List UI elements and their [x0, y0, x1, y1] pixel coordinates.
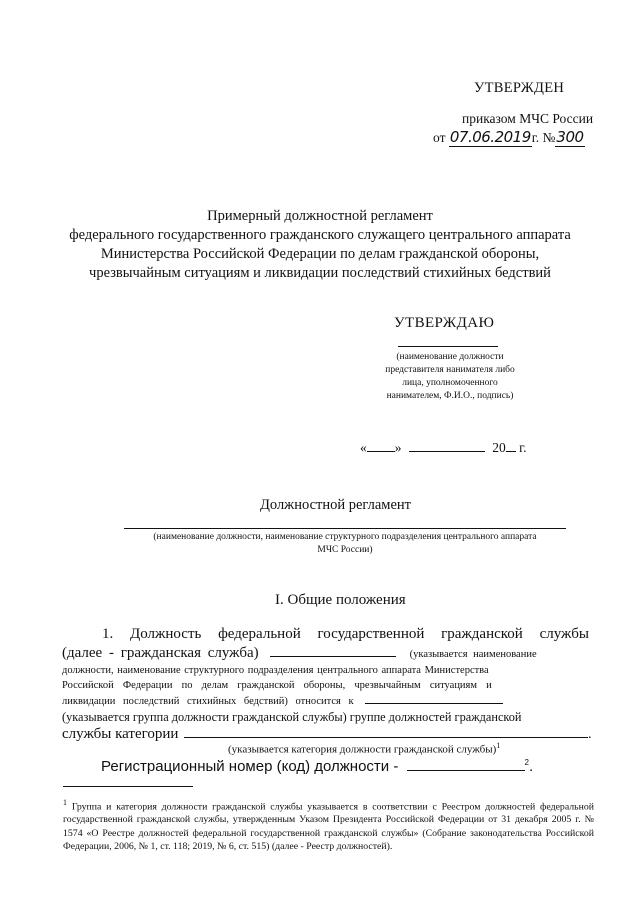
para-text: службы категории — [62, 726, 179, 742]
para-text: (далее - гражданская служба) — [62, 645, 259, 661]
category-caption — [228, 741, 500, 756]
doc-title-line: Примерный должностной регламент — [207, 208, 433, 224]
order-date: 07.06.2019 — [449, 128, 531, 146]
year-blank — [506, 440, 516, 452]
regulation-fill-line — [124, 528, 566, 529]
reg-number-label: Регистрационный номер (код) должности - — [101, 758, 399, 775]
signature-line — [398, 346, 498, 347]
approve-date-line — [360, 440, 527, 456]
para-note: (указывается категория должности гражданской службы) — [228, 743, 497, 756]
day-blank — [367, 440, 395, 452]
year-number-label: г. № — [531, 130, 556, 145]
doc-title — [40, 207, 600, 283]
footnote — [63, 796, 594, 853]
year-prefix: 20 — [492, 440, 506, 455]
caption-line: МЧС России) — [317, 545, 373, 555]
para-line — [101, 758, 533, 775]
section-heading: I. Общие положения — [275, 592, 406, 608]
doc-title-line: федерального государственного гражданского служащего центрального аппарата — [69, 227, 571, 243]
approved-date-number — [433, 128, 585, 146]
group-blank — [365, 692, 503, 704]
category-blank — [184, 726, 588, 738]
para-line: Российской Федерации по делам гражданской обороны, чрезвычайным ситуациям и — [62, 680, 492, 691]
para-note: (указывается наименование — [409, 649, 537, 660]
reg-number-blank — [407, 759, 525, 771]
footnote-text: Группа и категория должности гражданской службы указывается в соответствии с Реестром должностей федеральной государственной гражданской службы, утвержденным Указом Президента Российской Федерации от 31 декабря 2005 г. № 1574 «О Реестре должностей федеральной государственной гражданской службы» (Собрание законодательства Российской Федерации, 2006, № 1, ст. 118; 2019, № 6, ст. 515) (далее - Реестр должностей). — [63, 801, 595, 852]
para-line — [62, 709, 594, 726]
para-line — [62, 692, 594, 710]
regulation-title: Должностной регламент — [260, 497, 412, 513]
quote-open: « — [360, 440, 367, 455]
para-line: 1. Должность федеральной государственной гражданской службы — [102, 626, 589, 642]
caption-line: представителя нанимателя либо — [385, 365, 515, 375]
para-text: . — [528, 758, 534, 775]
quote-close: » — [394, 440, 402, 455]
para-note: (указывается группа должности гражданской службы) группе должностей гражданской — [62, 710, 522, 724]
para-line — [62, 645, 594, 663]
para-note: ликвидации последствий стихийных бедствий) относится к — [62, 696, 354, 707]
footnote-ref: 2 — [524, 758, 529, 767]
month-blank — [409, 440, 485, 452]
regulation-caption — [110, 531, 580, 557]
caption-line: лица, уполномоченного — [402, 378, 498, 388]
footnote-rule — [63, 786, 193, 787]
caption-line: (наименование должности — [396, 352, 504, 362]
order-number: 300 — [556, 128, 584, 146]
position-blank — [270, 645, 396, 657]
caption-line: нанимателем, Ф.И.О., подпись) — [386, 391, 514, 401]
approved-by-order: приказом МЧС России — [462, 111, 594, 126]
year-suffix: г. — [519, 440, 527, 455]
from-prefix: от — [433, 130, 446, 145]
doc-title-line: Министерства Российской Федерации по делам гражданской обороны, — [100, 246, 540, 262]
approved-heading: УТВЕРЖДЕН — [474, 80, 565, 96]
footnote-ref: 1 — [496, 741, 501, 750]
approve-heading: УТВЕРЖДАЮ — [394, 315, 495, 331]
footnote-mark: 1 — [63, 798, 67, 807]
approve-caption — [360, 351, 540, 403]
doc-title-line: чрезвычайным ситуациям и ликвидации последствий стихийных бедствий — [89, 265, 551, 281]
caption-line: (наименование должности, наименование структурного подразделения центрального аппарата — [153, 532, 537, 542]
para-line: должности, наименование структурного подразделения центрального аппарата Министерства — [62, 665, 489, 676]
para-text: . — [587, 727, 592, 742]
